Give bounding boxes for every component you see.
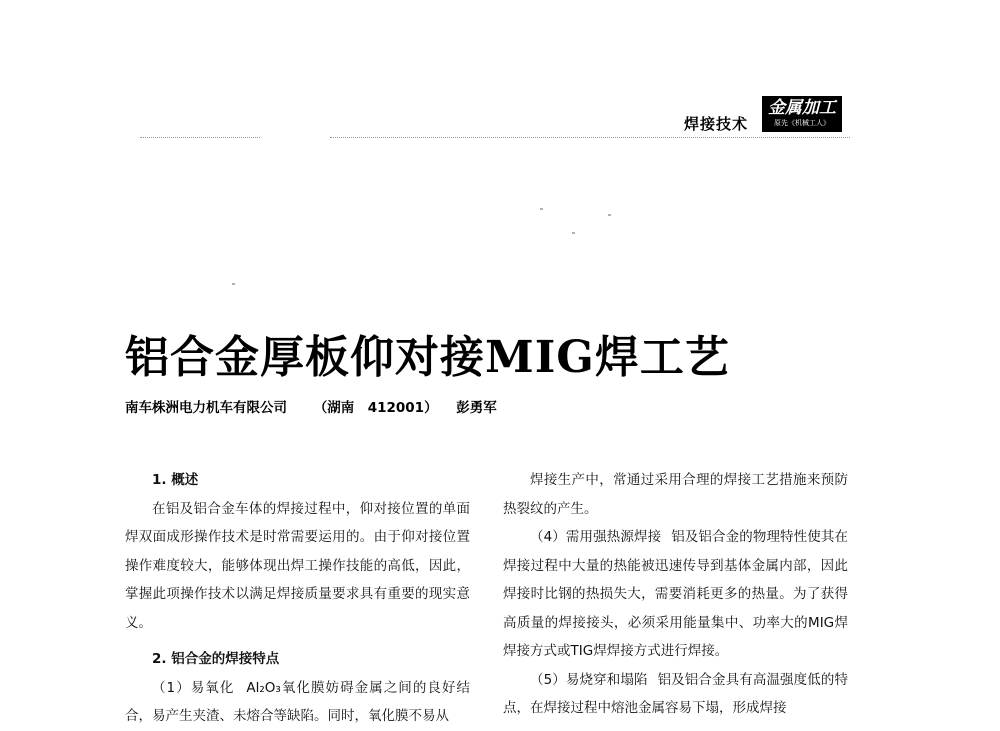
paragraph	[503, 523, 848, 666]
article-title: 铝合金厚板仰对接MIG焊工艺	[125, 332, 730, 384]
section-heading: 1. 概述	[152, 472, 199, 488]
item-text: Al₂O₃氧化膜妨碍金属之间的良好结合，易产生夹渣、未熔合等缺陷。同时，氧化膜不易从	[125, 679, 471, 724]
item-label: （4）需用强热源焊接	[530, 529, 662, 545]
scan-speck	[608, 214, 611, 216]
paragraph	[503, 666, 848, 723]
paragraph	[125, 674, 470, 731]
scan-speck	[572, 232, 575, 234]
author-line	[125, 396, 497, 416]
logo-sub-text: 原先《机械工人》	[774, 119, 830, 127]
author-name: 彭勇军	[456, 400, 497, 416]
scan-speck	[232, 283, 235, 285]
author-location: （湖南 412001）	[313, 400, 438, 416]
body-column-left	[125, 466, 470, 731]
header-rule-left	[140, 137, 260, 138]
section-label: 焊接技术	[684, 115, 749, 133]
item-label: （1）易氧化	[152, 679, 235, 696]
item-text: 铝及铝合金具有高温强度低的特点，在焊接过程中熔池金属容易下塌，形成焊接	[503, 671, 848, 716]
paragraph: 焊接生产中，常通过采用合理的焊接工艺措施来预防热裂纹的产生。	[503, 472, 848, 517]
author-affiliation: 南车株洲电力机车有限公司	[125, 400, 287, 416]
scan-speck	[540, 208, 543, 210]
item-label: （5）易烧穿和塌陷	[530, 671, 648, 688]
logo-main-text: 金属加工	[768, 98, 836, 118]
section-heading: 2. 铝合金的焊接特点	[152, 651, 280, 667]
body-column-right	[503, 466, 848, 723]
item-text: 铝及铝合金的物理特性使其在焊接过程中大量的热能被迅速传导到基体金属内部，因此焊接时比钢的热损失大，需要消耗更多的热量。为了获得高质量的焊接接头，必须采用能量集中、功率大的MIG焊焊接方式或TIG焊焊接方式进行焊接。	[503, 529, 848, 659]
journal-logo	[762, 96, 842, 132]
header-rule-right	[330, 137, 850, 138]
paragraph: 在铝及铝合金车体的焊接过程中，仰对接位置的单面焊双面成形操作技术是时常需要运用的。由于仰对接位置操作难度较大，能够体现出焊工操作技能的高低，因此，掌握此项操作技术以满足焊接质量要求具有重要的现实意义。	[125, 500, 470, 631]
